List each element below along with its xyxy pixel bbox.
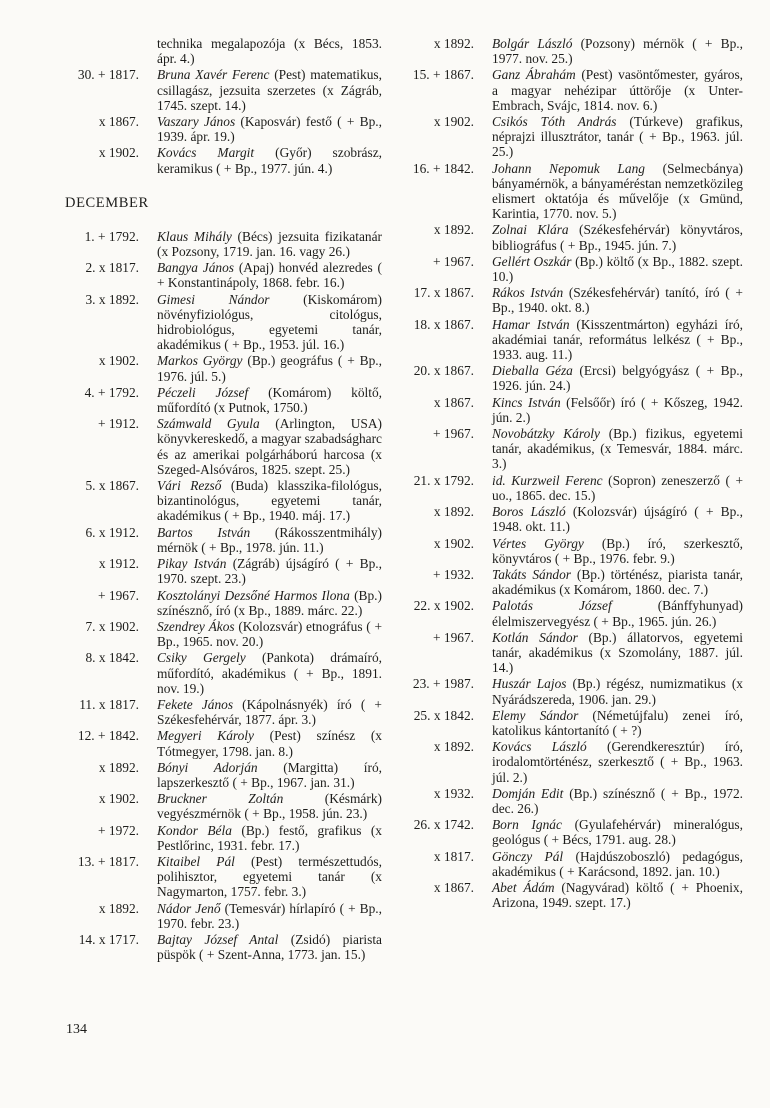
entry-person-name: Rákos István	[492, 285, 564, 301]
entry-description: (Kolozsvár) újságíró ( + Bp., 1948. okt. 11.)	[492, 504, 744, 535]
calendar-entry	[398, 254, 743, 284]
calendar-entry	[398, 504, 743, 534]
entry-text-block	[474, 786, 743, 816]
calendar-entry	[60, 67, 382, 113]
entry-text-block	[474, 222, 743, 252]
entry-date: x 1892.	[433, 36, 474, 51]
entry-date: 20. x 1867.	[413, 363, 474, 379]
entry-description: (Bánffyhunyad) élelmiszervegyész ( + Bp., 1965. jún. 26.)	[492, 598, 743, 629]
entry-date: 23. + 1987.	[412, 676, 474, 692]
entry-date: 14. x 1717.	[78, 931, 139, 947]
entry-person-name: Csiky Gergely	[157, 650, 246, 666]
entry-person-name: Bajtay József Antal	[157, 931, 279, 947]
entry-date: 6. x 1912.	[85, 524, 139, 540]
entry-description: (Pest) vasöntőmester, gyáros, a magyar nehézipar úttörője (x Unter-Embrach, Svájc, 1814. nov. 6.)	[492, 67, 743, 113]
entry-person-name: Dieballa Géza	[492, 363, 573, 379]
entry-description: (Pest) természettudós, polihisztor, egyetemi tanár (x Nagymarton, 1757. febr. 3.)	[157, 853, 382, 900]
entry-person-name: Gönczy Pál	[492, 848, 564, 864]
calendar-entry	[398, 676, 743, 706]
calendar-entry	[60, 932, 382, 962]
entry-date: 1. + 1792.	[84, 228, 139, 244]
entry-text-block	[139, 229, 382, 259]
entry-text-block	[139, 854, 382, 900]
entry-person-name: Bruckner Zoltán	[157, 791, 284, 807]
entry-description: (Bp.) költő (x Bp., 1882. szept. 10.)	[492, 253, 743, 285]
entry-description: (Bp.) régész, numizmatikus (x Nyárádszereda, 1906. jan. 29.)	[492, 676, 743, 707]
entry-date: 30. + 1817.	[77, 67, 139, 83]
entry-text-block	[139, 728, 382, 758]
calendar-entry	[398, 708, 743, 738]
entry-text-block	[474, 426, 743, 472]
entry-text-block	[139, 556, 382, 586]
entry-person-name: Pikay István	[157, 556, 227, 572]
calendar-entry	[398, 222, 743, 252]
calendar-entry	[398, 567, 743, 597]
entry-date: x 1892.	[433, 504, 474, 520]
calendar-entry	[60, 619, 382, 649]
entry-person-name: Kovács Margit	[157, 145, 255, 161]
entry-text-block	[474, 254, 743, 284]
entry-date: 4. + 1792.	[84, 384, 139, 400]
entry-person-name: Vári Rezső	[157, 478, 222, 494]
entry-date: + 1912.	[97, 416, 139, 432]
entry-date: x 1932.	[433, 785, 474, 801]
calendar-entry	[60, 416, 382, 477]
calendar-entry	[60, 697, 382, 727]
entry-date: x 1867.	[433, 394, 474, 410]
entry-text-block	[474, 739, 743, 785]
entry-description: (Temesvár) hírlapíró ( + Bp., 1970. febr. 23.)	[157, 900, 382, 931]
calendar-entry	[60, 556, 382, 586]
entry-person-name: Szendrey Ákos	[157, 618, 235, 634]
entry-person-name: Megyeri Károly	[157, 728, 254, 744]
entry-person-name: Elemy Sándor	[492, 707, 579, 723]
calendar-entry	[398, 36, 743, 66]
entry-description: (Kolozsvár) etnográfus ( + Bp., 1965. nov. 20.)	[157, 618, 383, 650]
entry-description: (Arlington, USA) könyvkereskedő, a magyar szabadságharc és az amerikai polgárháború harcosa (x Szeged-Alsóváros, 1825. szept. 25.)	[157, 416, 382, 477]
entry-text-block	[474, 630, 743, 676]
entry-date: 11. x 1817.	[79, 696, 139, 712]
entry-date: x 1902.	[98, 353, 139, 369]
calendar-entry	[60, 478, 382, 524]
page-number: 134	[66, 1022, 87, 1037]
entry-person-name: Bolgár László	[492, 36, 573, 51]
calendar-entry	[60, 760, 382, 790]
entry-description: (Bp.) állatorvos, egyetemi tanár, akadémikus (x Szomolány, 1887. júl. 14.)	[492, 629, 743, 676]
entry-description: (Ercsi) belgyógyász ( + Bp., 1926. jún. 24.)	[492, 363, 744, 394]
entry-date: 18. x 1867.	[413, 316, 474, 332]
calendar-entry	[398, 630, 743, 676]
entry-date: x 1892.	[98, 900, 139, 916]
calendar-entry	[398, 536, 743, 566]
left-column	[60, 36, 382, 963]
entry-person-name: Takáts Sándor	[492, 566, 572, 582]
calendar-entry	[60, 823, 382, 853]
entry-text-block	[474, 363, 743, 393]
entry-person-name: Kosztolányi Dezsőné Harmos Ilona	[157, 587, 350, 603]
entry-text-block	[474, 473, 743, 503]
calendar-entry	[398, 473, 743, 503]
entry-description: (Székesfehérvár) könyvtáros, bibliográfus ( + Bp., 1945. jún. 7.)	[492, 222, 744, 253]
entry-text-block	[474, 285, 743, 315]
entry-date: + 1932.	[432, 566, 474, 582]
calendar-entry	[60, 525, 382, 555]
entry-person-name: Kitaibel Pál	[157, 853, 235, 869]
entry-date: x 1892.	[98, 759, 139, 775]
entry-text-block	[474, 36, 743, 66]
entry-person-name: Csikós Tóth András	[492, 114, 617, 130]
entry-person-name: Zolnai Klára	[492, 222, 569, 238]
calendar-entry	[398, 395, 743, 425]
entry-description: (Bp.) geográfus ( + Bp., 1976. júl. 5.)	[157, 353, 383, 384]
entry-date: 5. x 1867.	[85, 478, 139, 494]
entry-person-name: Bartos István	[157, 524, 251, 540]
entry-text-block	[474, 598, 743, 628]
entry-text-block	[139, 36, 382, 66]
entry-description: (Buda) klasszika-filológus, bizantinológus, egyetemi tanár, akadémikus ( + Bp., 1940. máj. 17.)	[157, 478, 382, 524]
entry-description: (Székesfehérvár) tanító, író ( + Bp., 1940. okt. 8.)	[492, 285, 743, 316]
entry-date: + 1967.	[432, 426, 474, 442]
entry-text-block	[474, 567, 743, 597]
entry-description: (Komárom) költő, műfordító (x Putnok, 1750.)	[157, 384, 382, 416]
calendar-entry	[398, 426, 743, 472]
entry-date: x 1912.	[98, 556, 139, 572]
entry-person-name: Born Ignác	[492, 817, 562, 833]
calendar-entry	[398, 285, 743, 315]
entry-description: (Pest) matematikus, csillagász, jezsuita szerzetes (x Zágráb, 1745. szept. 14.)	[157, 67, 382, 113]
section-heading: DECEMBER	[65, 194, 149, 211]
entry-date: x 1892.	[433, 739, 474, 755]
entry-text-block	[474, 708, 743, 738]
entry-text-block	[139, 353, 382, 383]
entry-description: (Zsidó) piarista püspök ( + Szent-Anna, 1773. jan. 15.)	[157, 931, 382, 963]
entry-description: (Bp.) fizikus, egyetemi tanár, akadémikus, (x Temesvár, 1884. márc. 3.)	[492, 426, 743, 472]
entry-date: 17. x 1867.	[413, 285, 474, 301]
calendar-entry	[398, 849, 743, 879]
entry-person-name: Klaus Mihály	[157, 228, 232, 244]
calendar-entry	[60, 791, 382, 821]
entry-description: (Margitta) író, lapszerkesztő ( + Bp., 1967. jan. 31.)	[157, 759, 383, 790]
entry-text-block	[139, 385, 382, 415]
entry-date: 13. + 1817.	[77, 853, 139, 869]
entry-date: x 1902.	[98, 145, 139, 161]
entry-text-block	[139, 260, 382, 290]
calendar-entry	[398, 739, 743, 785]
entry-date: x 1902.	[433, 535, 474, 551]
entry-person-name: Kovács László	[492, 739, 587, 755]
entry-date: 26. x 1742.	[413, 817, 474, 833]
calendar-entry	[60, 588, 382, 618]
entry-person-name: Gellért Oszkár	[492, 253, 572, 269]
entry-text-block	[474, 536, 743, 566]
entry-person-name: Kincs István	[492, 394, 561, 410]
entry-date: 7. x 1902.	[85, 618, 139, 634]
entry-date: x 1902.	[98, 791, 139, 807]
calendar-entry	[60, 292, 382, 353]
entry-date: 21. x 1792.	[413, 472, 474, 488]
entry-date: 16. + 1842.	[412, 160, 474, 176]
entry-person-name: Gimesi Nándor	[157, 291, 270, 307]
entry-text-block	[474, 395, 743, 425]
entry-date: + 1967.	[97, 587, 139, 603]
calendar-entry	[60, 36, 382, 66]
entry-description: (Gyulafehérvár) mineralógus, geológus ( + Bécs, 1791. aug. 28.)	[492, 817, 743, 848]
entry-person-name: Kondor Béla	[157, 822, 232, 838]
entry-description: (Bp.) író, szerkesztő, könyvtáros ( + Bp., 1976. febr. 9.)	[492, 535, 743, 566]
entry-description: (Sopron) zeneszerző ( + uo., 1865. dec. 15.)	[492, 472, 743, 503]
entry-description: (Túrkeve) grafikus, néprajzi illusztrátor, tanár ( + Bp., 1963. júl. 25.)	[492, 114, 743, 160]
entry-description: (Felsőőr) író ( + Kőszeg, 1942. jún. 2.)	[492, 394, 744, 425]
entry-person-name: Kotlán Sándor	[492, 629, 578, 645]
calendar-entry	[60, 229, 382, 259]
entry-description: (Selmecbánya) bányamérnök, a bányaméréstan nemzetközileg elismert oktatója és művelője (x Gmünd, Karintia, 1770. nov. 5.)	[492, 160, 743, 222]
entry-date: x 1867.	[98, 114, 139, 130]
entry-date: 22. x 1902.	[413, 598, 474, 614]
entry-date: + 1967.	[432, 253, 474, 269]
entry-description: (Kaposvár) festő ( + Bp., 1939. ápr. 19.)	[157, 114, 382, 145]
entry-description: (Zágráb) újságíró ( + Bp., 1970. szept. 23.)	[157, 556, 382, 587]
calendar-entry	[398, 817, 743, 847]
calendar-entry	[60, 901, 382, 931]
entry-text-block	[139, 901, 382, 931]
entry-person-name: Bónyi Adorján	[157, 759, 258, 775]
entry-date: x 1902.	[433, 114, 474, 130]
entry-description: (Kiskomárom) növényfiziológus, citológus, hidrobiológus, egyetemi tanár, akadémikus ( + Bp., 1953. júl. 16.)	[157, 291, 382, 353]
entry-person-name: Hamar István	[492, 316, 570, 332]
entry-description: (Hajdúszoboszló) pedagógus, akadémikus ( + Karácsond, 1892. jan. 10.)	[492, 848, 743, 879]
entry-text-block	[474, 504, 743, 534]
calendar-entry	[60, 650, 382, 696]
entry-date: 15. + 1867.	[412, 67, 474, 83]
entry-person-name: Számwald Gyula	[157, 416, 260, 432]
calendar-entry	[60, 260, 382, 290]
calendar-entry	[398, 161, 743, 222]
entry-person-name: Ganz Ábrahám	[492, 67, 576, 83]
entry-description: (Nagyvárad) költő ( + Phoenix, Arizona, 1949. szept. 17.)	[492, 879, 743, 911]
entry-description: (Gerendkeresztúr) író, irodalomtörténész, szerkesztő ( + Bp., 1963. júl. 2.)	[492, 739, 743, 785]
entry-description: (Győr) szobrász, keramikus ( + Bp., 1977. jún. 4.)	[157, 145, 383, 176]
entry-description: (Bp.) színésznő ( + Bp., 1972. dec. 26.)	[492, 785, 744, 816]
entry-text-block	[474, 114, 743, 160]
entry-person-name: Palotás József	[492, 598, 612, 614]
entry-description: (Pozsony) mérnök ( + Bp., 1977. nov. 25.)	[492, 36, 743, 67]
entry-text-block	[139, 823, 382, 853]
entry-description: (Bécs) jezsuita fizikatanár (x Pozsony, 1719. jan. 16. vagy 26.)	[157, 228, 383, 260]
entry-text-block	[139, 697, 382, 727]
entry-description: (Németújfalu) zenei író, katolikus kántortanító ( + ?)	[492, 707, 743, 738]
calendar-entry	[60, 728, 382, 758]
entry-date: 25. x 1842.	[413, 707, 474, 723]
entry-text-block	[139, 760, 382, 790]
entry-text-block	[139, 145, 382, 175]
entry-person-name: Markos György	[157, 353, 243, 369]
calendar-entry	[398, 598, 743, 628]
calendar-entry	[60, 854, 382, 900]
entry-person-name: Domján Edit	[492, 785, 564, 801]
entry-person-name: Johann Nepomuk Lang	[492, 160, 645, 176]
entry-text-block	[139, 292, 382, 353]
entry-person-name: Boros László	[492, 504, 566, 520]
entry-person-name: Huszár Lajos	[492, 676, 567, 692]
entry-date: x 1817.	[433, 848, 474, 864]
entry-text-block	[139, 525, 382, 555]
entry-text-block	[474, 676, 743, 706]
entry-text-block	[474, 67, 743, 113]
entry-text-block	[139, 588, 382, 618]
entry-date: 8. x 1842.	[85, 650, 139, 666]
entry-date: + 1967.	[432, 629, 474, 645]
entry-date: x 1892.	[433, 222, 474, 238]
calendar-entry	[398, 786, 743, 816]
entry-person-name: Abet Ádám	[492, 879, 555, 895]
calendar-entry	[398, 317, 743, 363]
entry-description: (Bp.) történész, piarista tanár, akadémikus (x Komárom, 1860. dec. 7.)	[492, 566, 743, 598]
entry-text-block	[139, 932, 382, 962]
entry-description: (Kápolnásnyék) író ( + Székesfehérvár, 1877. ápr. 3.)	[157, 696, 382, 728]
entry-description: technika megalapozója (x Bécs, 1853. ápr. 4.)	[157, 36, 382, 67]
entry-description: (Bp.) színésznő, író (x Bp., 1889. márc. 22.)	[157, 587, 382, 618]
calendar-entry	[398, 67, 743, 113]
entry-person-name: Nádor Jenő	[157, 900, 221, 916]
calendar-entry	[60, 385, 382, 415]
right-column	[398, 36, 743, 911]
entry-text-block	[139, 114, 382, 144]
calendar-entry	[398, 114, 743, 160]
entry-date: 3. x 1892.	[85, 291, 139, 307]
entry-text-block	[139, 619, 382, 649]
entry-description: (Kisszentmárton) egyházi író, akadémiai tanár, református lelkész ( + Bp., 1933. aug. 11.)	[492, 316, 743, 363]
calendar-entry	[60, 145, 382, 175]
entry-description: (Pest) színész (x Tótmegyer, 1798. jan. 8.)	[157, 728, 382, 759]
entry-person-name: Vaszary János	[157, 114, 236, 130]
entry-description: (Késmárk) vegyészmérnök ( + Bp., 1958. jún. 23.)	[157, 791, 382, 822]
entry-text-block	[474, 317, 743, 363]
entry-text-block	[474, 817, 743, 847]
entry-date: 2. x 1817.	[85, 260, 139, 276]
entry-description: (Apaj) honvéd alezredes ( + Konstantinápoly, 1868. febr. 16.)	[157, 260, 382, 291]
entry-date: 12. + 1842.	[77, 728, 139, 744]
calendar-entry	[60, 353, 382, 383]
calendar-entry	[398, 880, 743, 910]
entry-description: (Rákosszentmihály) mérnök ( + Bp., 1978. jún. 11.)	[157, 524, 382, 555]
entry-person-name: Bangya János	[157, 260, 234, 276]
entry-text-block	[139, 416, 382, 477]
entry-text-block	[474, 161, 743, 222]
calendar-entry	[60, 114, 382, 144]
entry-date: x 1867.	[433, 879, 474, 895]
entry-person-name: Novobátzky Károly	[492, 426, 600, 442]
entry-person-name: Fekete János	[157, 696, 234, 712]
entry-text-block	[139, 650, 382, 696]
entry-text-block	[139, 478, 382, 524]
calendar-entry	[398, 363, 743, 393]
entry-person-name: id. Kurzweil Ferenc	[492, 472, 603, 488]
entry-text-block	[474, 849, 743, 879]
entry-description: (Bp.) festő, grafikus (x Pestlőrinc, 1931. febr. 17.)	[157, 822, 383, 853]
entry-date: + 1972.	[97, 822, 139, 838]
entry-text-block	[139, 67, 382, 113]
entry-person-name: Bruna Xavér Ferenc	[157, 67, 270, 83]
entry-person-name: Vértes György	[492, 535, 584, 551]
entry-description: (Pankota) drámaíró, műfordító, akadémikus ( + Bp., 1891. nov. 19.)	[157, 650, 382, 696]
entry-text-block	[474, 880, 743, 910]
entry-person-name: Péczeli József	[157, 384, 249, 400]
entry-text-block	[139, 791, 382, 821]
